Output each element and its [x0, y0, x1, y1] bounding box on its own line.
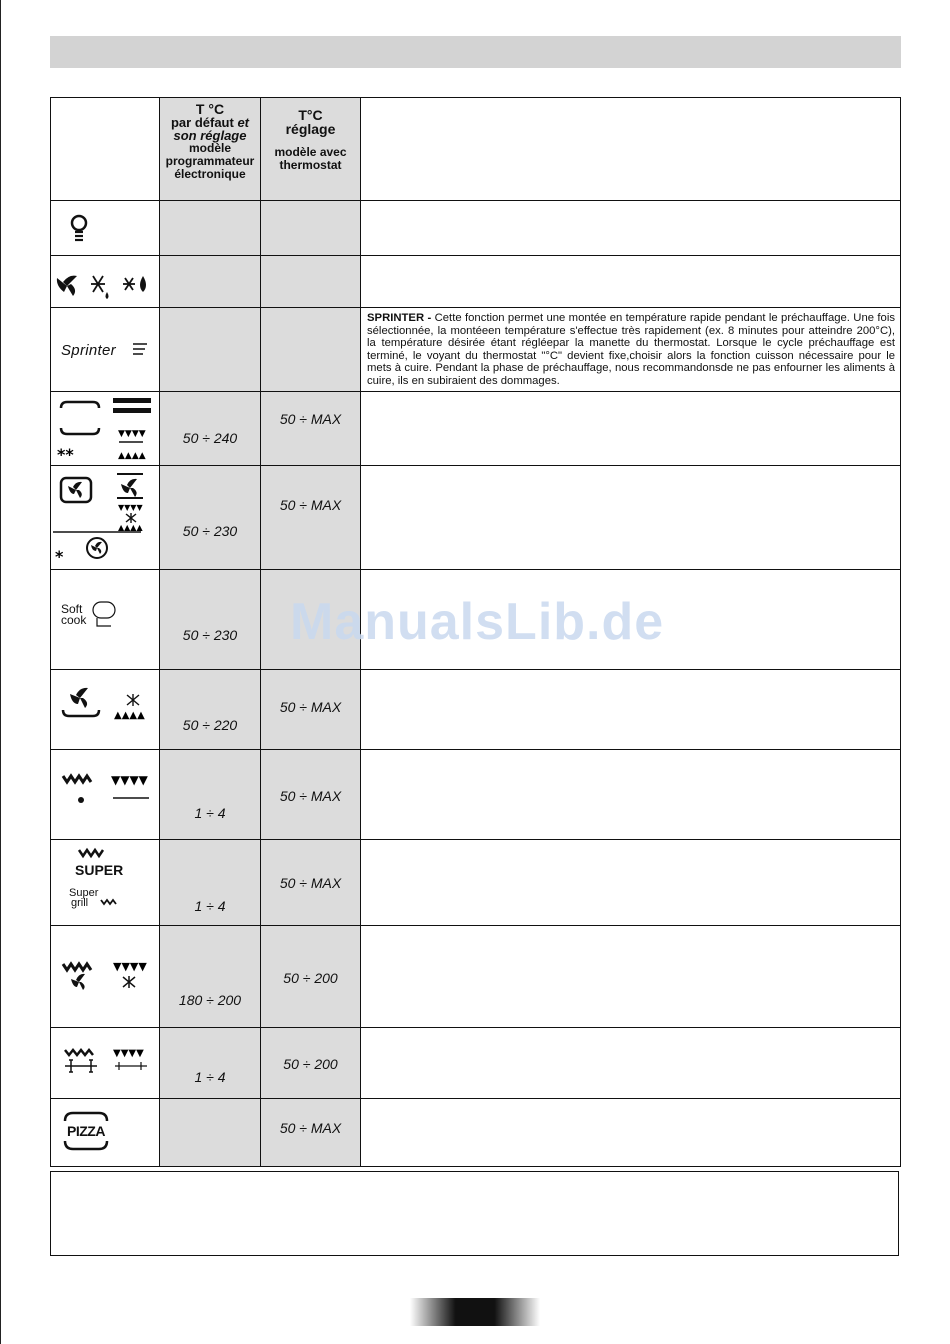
header-default-model: modèle	[188, 141, 231, 155]
table-row	[51, 256, 901, 308]
defrost-icon	[51, 256, 160, 308]
thermo-temp-value: 50 ÷ MAX	[279, 875, 342, 891]
default-temp-value: 50 ÷ 240	[182, 430, 238, 446]
thermo-temp-cell	[261, 926, 361, 1028]
svg-text:▲▲▲▲: ▲▲▲▲	[118, 523, 143, 532]
description-cell	[361, 201, 901, 256]
default-temp-cell	[160, 308, 261, 392]
header-thermo-thermostat: thermostat	[279, 158, 342, 172]
default-temp-cell	[160, 926, 261, 1028]
super-label: SUPER	[75, 862, 124, 878]
default-temp-value: 50 ÷ 230	[182, 523, 238, 539]
table-row	[51, 392, 901, 466]
thermo-temp-cell	[261, 750, 361, 840]
description-cell	[361, 840, 901, 926]
pizza-label: PIZZA	[67, 1123, 105, 1139]
fan-bottom-icon	[51, 670, 160, 750]
table-row	[51, 308, 901, 392]
thermo-temp-cell	[261, 392, 361, 466]
thermo-temp-value: 50 ÷ MAX	[279, 1120, 342, 1136]
description-cell	[361, 750, 901, 840]
thermo-temp-cell	[261, 670, 361, 750]
thermo-temp-cell	[261, 840, 361, 926]
description-cell	[361, 308, 901, 392]
table-row	[51, 466, 901, 570]
svg-text:▼▼▼▼: ▼▼▼▼	[111, 773, 148, 787]
default-temp-cell	[160, 392, 261, 466]
default-temp-value: 50 ÷ 230	[182, 627, 238, 643]
default-temp-cell	[160, 201, 261, 256]
description-cell	[361, 670, 901, 750]
super-grill-line2: grill	[71, 897, 89, 909]
sprinter-description: Cette fonction permet une montée en température rapide pendant le préchauffage. Une fois sélectionnée, la montéeen température s'effectue très rapidement (ex. 8 minutes pour atteindre 200°C), la température désirée étant régléepar la manette du thermostat. Lorsque le cycle préchauffage est terminé, le voyant du thermostat "°C" devient fixe,choisir alors la fonction cuisson nécessaire pour le mets à cuire. Pendant la phase de préchauffage, nous recommandonsde ne pas enfourner les aliments à cuire, ils en subiraient des dommages.	[367, 312, 895, 387]
description-cell	[361, 256, 901, 308]
thermo-temp-cell	[261, 308, 361, 392]
fan-grill-icon	[51, 926, 160, 1028]
super-grill-icon	[51, 840, 160, 926]
pizza-icon	[51, 1099, 160, 1167]
table-row	[51, 1028, 901, 1099]
sprinter-icon-label: Sprinter	[61, 342, 116, 359]
rotisserie-icon	[51, 1028, 160, 1099]
soft-label: Soft	[61, 602, 83, 616]
default-temp-cell	[160, 750, 261, 840]
description-cell	[361, 926, 901, 1028]
svg-text:▼▼▼▼: ▼▼▼▼	[118, 429, 146, 439]
default-temp-cell	[160, 256, 261, 308]
svg-text:▲▲▲▲: ▲▲▲▲	[114, 710, 145, 721]
svg-text:▲▲▲▲: ▲▲▲▲	[118, 451, 146, 461]
super-grill-label	[69, 888, 98, 908]
svg-text:*: *	[55, 547, 64, 566]
table-row	[51, 750, 901, 840]
notes-box	[50, 1171, 899, 1256]
description-cell	[361, 1099, 901, 1167]
cook-label: cook	[61, 613, 87, 627]
thermo-temp-value: 50 ÷ 200	[283, 970, 338, 986]
thermo-temp-value: 50 ÷ MAX	[279, 788, 342, 804]
thermo-temp-value: 50 ÷ 200	[283, 1056, 338, 1072]
thermo-temp-value: 50 ÷ MAX	[279, 497, 342, 513]
default-temp-value: 1 ÷ 4	[194, 898, 226, 914]
thermo-temp-cell	[261, 1099, 361, 1167]
table-row	[51, 670, 901, 750]
page-left-border	[0, 0, 1, 1344]
header-default-temp	[160, 98, 261, 201]
sprinter-icon	[51, 308, 160, 392]
header-default-et: et	[237, 115, 250, 130]
thermo-temp-value: 50 ÷ MAX	[279, 699, 342, 715]
super-grill-line1: Super	[69, 887, 99, 899]
header-default-electronic: électronique	[174, 167, 246, 181]
header-default-sub: par défaut	[170, 115, 234, 130]
header-thermo-model: modèle avec	[274, 145, 347, 159]
header-description-cell	[361, 98, 901, 201]
header-thermo-reglage: réglage	[285, 121, 336, 137]
table-row	[51, 1099, 901, 1167]
default-temp-value: 50 ÷ 220	[182, 717, 238, 733]
header-thermo-title: T°C	[298, 107, 323, 123]
default-temp-cell	[160, 570, 261, 670]
default-temp-value: 1 ÷ 4	[194, 805, 226, 821]
default-temp-value: 1 ÷ 4	[194, 1069, 226, 1085]
watermark: ManualsLib.de	[290, 593, 665, 651]
default-temp-cell	[160, 840, 261, 926]
description-cell	[361, 1028, 901, 1099]
svg-text:▼▼▼▼: ▼▼▼▼	[113, 960, 147, 973]
header-thermostat-temp	[261, 98, 361, 201]
grill-icon	[51, 750, 160, 840]
table-header-row	[51, 98, 901, 201]
thermo-temp-cell	[261, 1028, 361, 1099]
sprinter-title: SPRINTER -	[367, 312, 432, 324]
soft-cook-icon	[51, 570, 160, 670]
thermo-temp-cell	[261, 466, 361, 570]
thermo-temp-value: 50 ÷ MAX	[279, 411, 342, 427]
header-bar	[50, 36, 901, 68]
conventional-icon	[51, 392, 160, 466]
default-temp-cell	[160, 1028, 261, 1099]
default-temp-cell	[160, 1099, 261, 1167]
fan-oven-icon	[51, 466, 160, 570]
svg-text:▼▼▼▼: ▼▼▼▼	[113, 1048, 144, 1059]
thermo-temp-cell	[261, 201, 361, 256]
svg-text:▼▼▼▼: ▼▼▼▼	[118, 503, 143, 512]
description-cell	[361, 392, 901, 466]
table-row	[51, 840, 901, 926]
default-temp-value: 180 ÷ 200	[178, 992, 242, 1008]
header-icon-cell	[51, 98, 160, 201]
default-temp-cell	[160, 466, 261, 570]
header-default-programmer: programmateur	[165, 154, 255, 168]
header-default-title: T °C	[195, 101, 225, 117]
page-number-bar	[410, 1298, 540, 1326]
description-cell	[361, 466, 901, 570]
default-temp-cell	[160, 670, 261, 750]
thermo-temp-cell	[261, 256, 361, 308]
lamp-icon	[51, 201, 160, 256]
table-row	[51, 201, 901, 256]
header-default-reglage: son réglage	[173, 128, 247, 143]
svg-text:**: **	[57, 445, 74, 464]
table-row	[51, 926, 901, 1028]
